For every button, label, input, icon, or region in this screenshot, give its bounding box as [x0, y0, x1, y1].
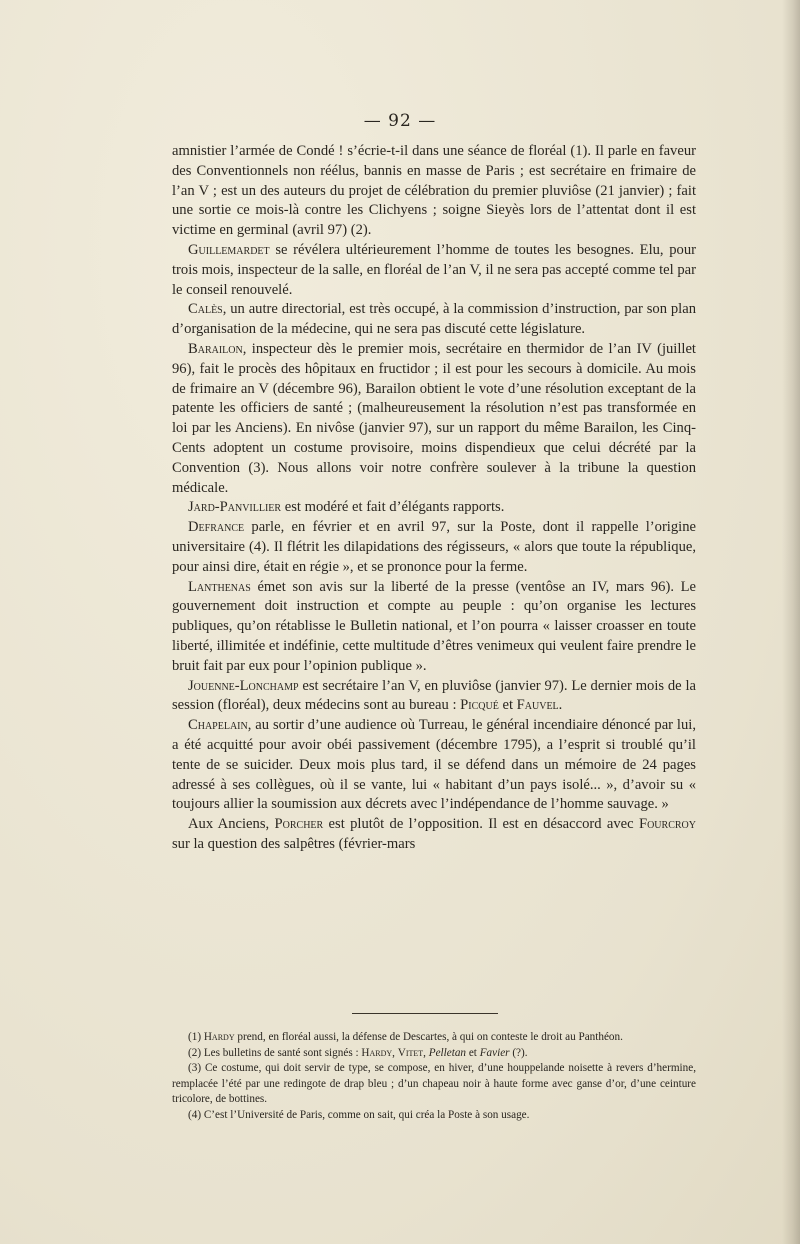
person-name: Vitet [397, 1046, 424, 1059]
paragraph-1 [172, 142, 696, 241]
text-run: . [558, 697, 563, 714]
person-name: Guillemardet [188, 241, 270, 258]
text-run: et [466, 1046, 480, 1059]
paragraph-4 [172, 340, 696, 498]
italic-name: Favier [479, 1046, 510, 1059]
paragraph-9 [172, 716, 696, 815]
paragraph-5 [172, 498, 696, 518]
footnote-4 [172, 1108, 696, 1124]
text-run: est plutôt de l’opposition. Il est en désaccord avec [323, 816, 639, 833]
text-run: est modéré et fait d’élégants rapports. [281, 499, 505, 516]
italic-name: Pelletan [428, 1046, 467, 1059]
page-number: — 92 — [363, 111, 437, 131]
text-run: , un autre directorial, est très occupé, à la commission d’instruction, par son plan d’organisation de la médecine, qui ne sera pas discuté cette législature. [172, 301, 696, 338]
person-name: Porcher [274, 816, 324, 833]
footnote-separator [352, 1013, 498, 1014]
text-run: , au sortir d’une audience où Turreau, le général incendiaire dénoncé par lui, a été acquitté pour avoir obéi passivement (décembre 1795), a l’esprit si troublé qu’il tente de se suicider. Deux mois plus tard, il se défend dans un mémoire de 24 pages adressé à ses collègues, où il se vante, lui « habitant d’un pays isolé... », d’avoir su « toujours allier la soumission aux décrets avec l’indépendance de l’homme sauvage. » [172, 717, 696, 813]
text-run: et [498, 697, 517, 714]
text-run: se révélera ultérieurement l’homme de toutes les besognes. Elu, pour trois mois, inspecteur de la salle, en floréal de l’an V, il ne sera pas accepté comme tel par le conseil renouvelé. [172, 241, 696, 298]
footnote-2 [172, 1046, 696, 1062]
person-name: Barailon [188, 340, 243, 357]
text-run: , inspecteur dès le premier mois, secrétaire en thermidor de l’an IV (juillet 96), fait le procès des hôpitaux en fructidor ; il est pour les secours à domicile. Au mois de frimaire an V (décembre 96), Barailon obtient le vote d’une résolution exceptant de la patente les officiers de santé ; (malheureusement la résolution n’est pas transformée en loi par les Anciens). En nivôse (janvier 97), sur un rapport du même Barailon, les Cinq-Cents adoptent un costume provisoire, moins dispendieux que celui décrété par la Convention (3). Nous allons voir notre confrère soulever à la tribune la question médicale. [172, 340, 696, 496]
footnote-1 [172, 1030, 696, 1046]
paragraph-6 [172, 518, 696, 577]
paragraph-7 [172, 578, 696, 677]
person-name: Jard-Panvillier [188, 499, 282, 516]
page-edge-shadow [782, 0, 800, 1244]
text-run: , [423, 1046, 429, 1059]
person-name: Calès [188, 301, 223, 318]
text-run: (3) Ce costume, qui doit servir de type, se compose, en hiver, d’une houppelande noisette à revers d’hermine, remplacée l’été par une redingote de drap bleu ; d’un chapeau noir à haute forme avec ganse d’or, d’une ceinture tricolore, de bottines. [172, 1062, 696, 1106]
person-name: Defrance [188, 519, 245, 536]
person-name: Lanthenas [188, 578, 251, 595]
paragraph-8 [172, 677, 696, 717]
text-run: prend, en floréal aussi, la défense de Descartes, à qui on conteste le droit au Panthéon. [234, 1031, 623, 1043]
text-run: (4) C’est l’Université de Paris, comme on sait, qui créa la Poste à son usage. [188, 1108, 530, 1121]
text-run: est secrétaire l’an V, en pluviôse (janvier 97). Le dernier mois de la session (floréal), deux médecins sont au bureau : [172, 677, 696, 714]
text-run: amnistier l’armée de Condé ! s’écrie-t-il dans une séance de floréal (1). Il parle en faveur des Conventionnels non réélus, bannis en masse de Paris ; est secrétaire en frimaire de l’an V ; est un des auteurs du projet de célébration du premier pluviôse (21 janvier) ; fait une sortie ce mois-là contre les Clichyens ; soigne Sieyès lors de l’attentat dont il est victime en germinal (avril 97) (2). [172, 143, 696, 239]
text-run: (?). [509, 1046, 528, 1059]
main-text [172, 142, 696, 855]
text-run: (2) Les bulletins de santé sont signés : [188, 1046, 362, 1059]
paragraph-3 [172, 300, 696, 340]
person-name: Fourcroy [638, 816, 696, 833]
person-name: Hardy [203, 1031, 235, 1043]
person-name: Chapelain [188, 717, 248, 734]
text-run: sur la question des salpêtres (février-mars [172, 835, 416, 852]
text-run: (1) [188, 1031, 204, 1043]
footnotes [172, 1030, 696, 1124]
paragraph-10 [172, 815, 696, 855]
text-run: parle, en février et en avril 97, sur la Poste, dont il rappelle l’origine universitaire (4). Il flétrit les dilapidations des régisseurs, « alors que toute la république, pour ainsi dire, était en régie », et se prononce pour la ferme. [172, 519, 696, 575]
text-run: émet son avis sur la liberté de la presse (ventôse an IV, mars 96). Le gouvernement doit instruction et compte au peuple : qu’on organise les lectures publiques, qu’on rétablisse le Bulletin national, et l’on pourra « laisser croasser en toute liberté, illimitée et indéfinie, cette multitude d’êtres venimeux qui veulent faire prendre le bruit fait par eux pour l’opinion publique ». [172, 578, 696, 674]
person-name: Fauvel [516, 697, 559, 714]
person-name: Hardy [361, 1046, 393, 1059]
footnote-3 [172, 1061, 696, 1108]
paragraph-2 [172, 241, 696, 300]
text-run: , [392, 1046, 398, 1059]
person-name: Jouenne-Lonchamp [188, 677, 299, 694]
text-run: Aux Anciens, [188, 816, 275, 833]
person-name: Picqué [460, 697, 499, 714]
